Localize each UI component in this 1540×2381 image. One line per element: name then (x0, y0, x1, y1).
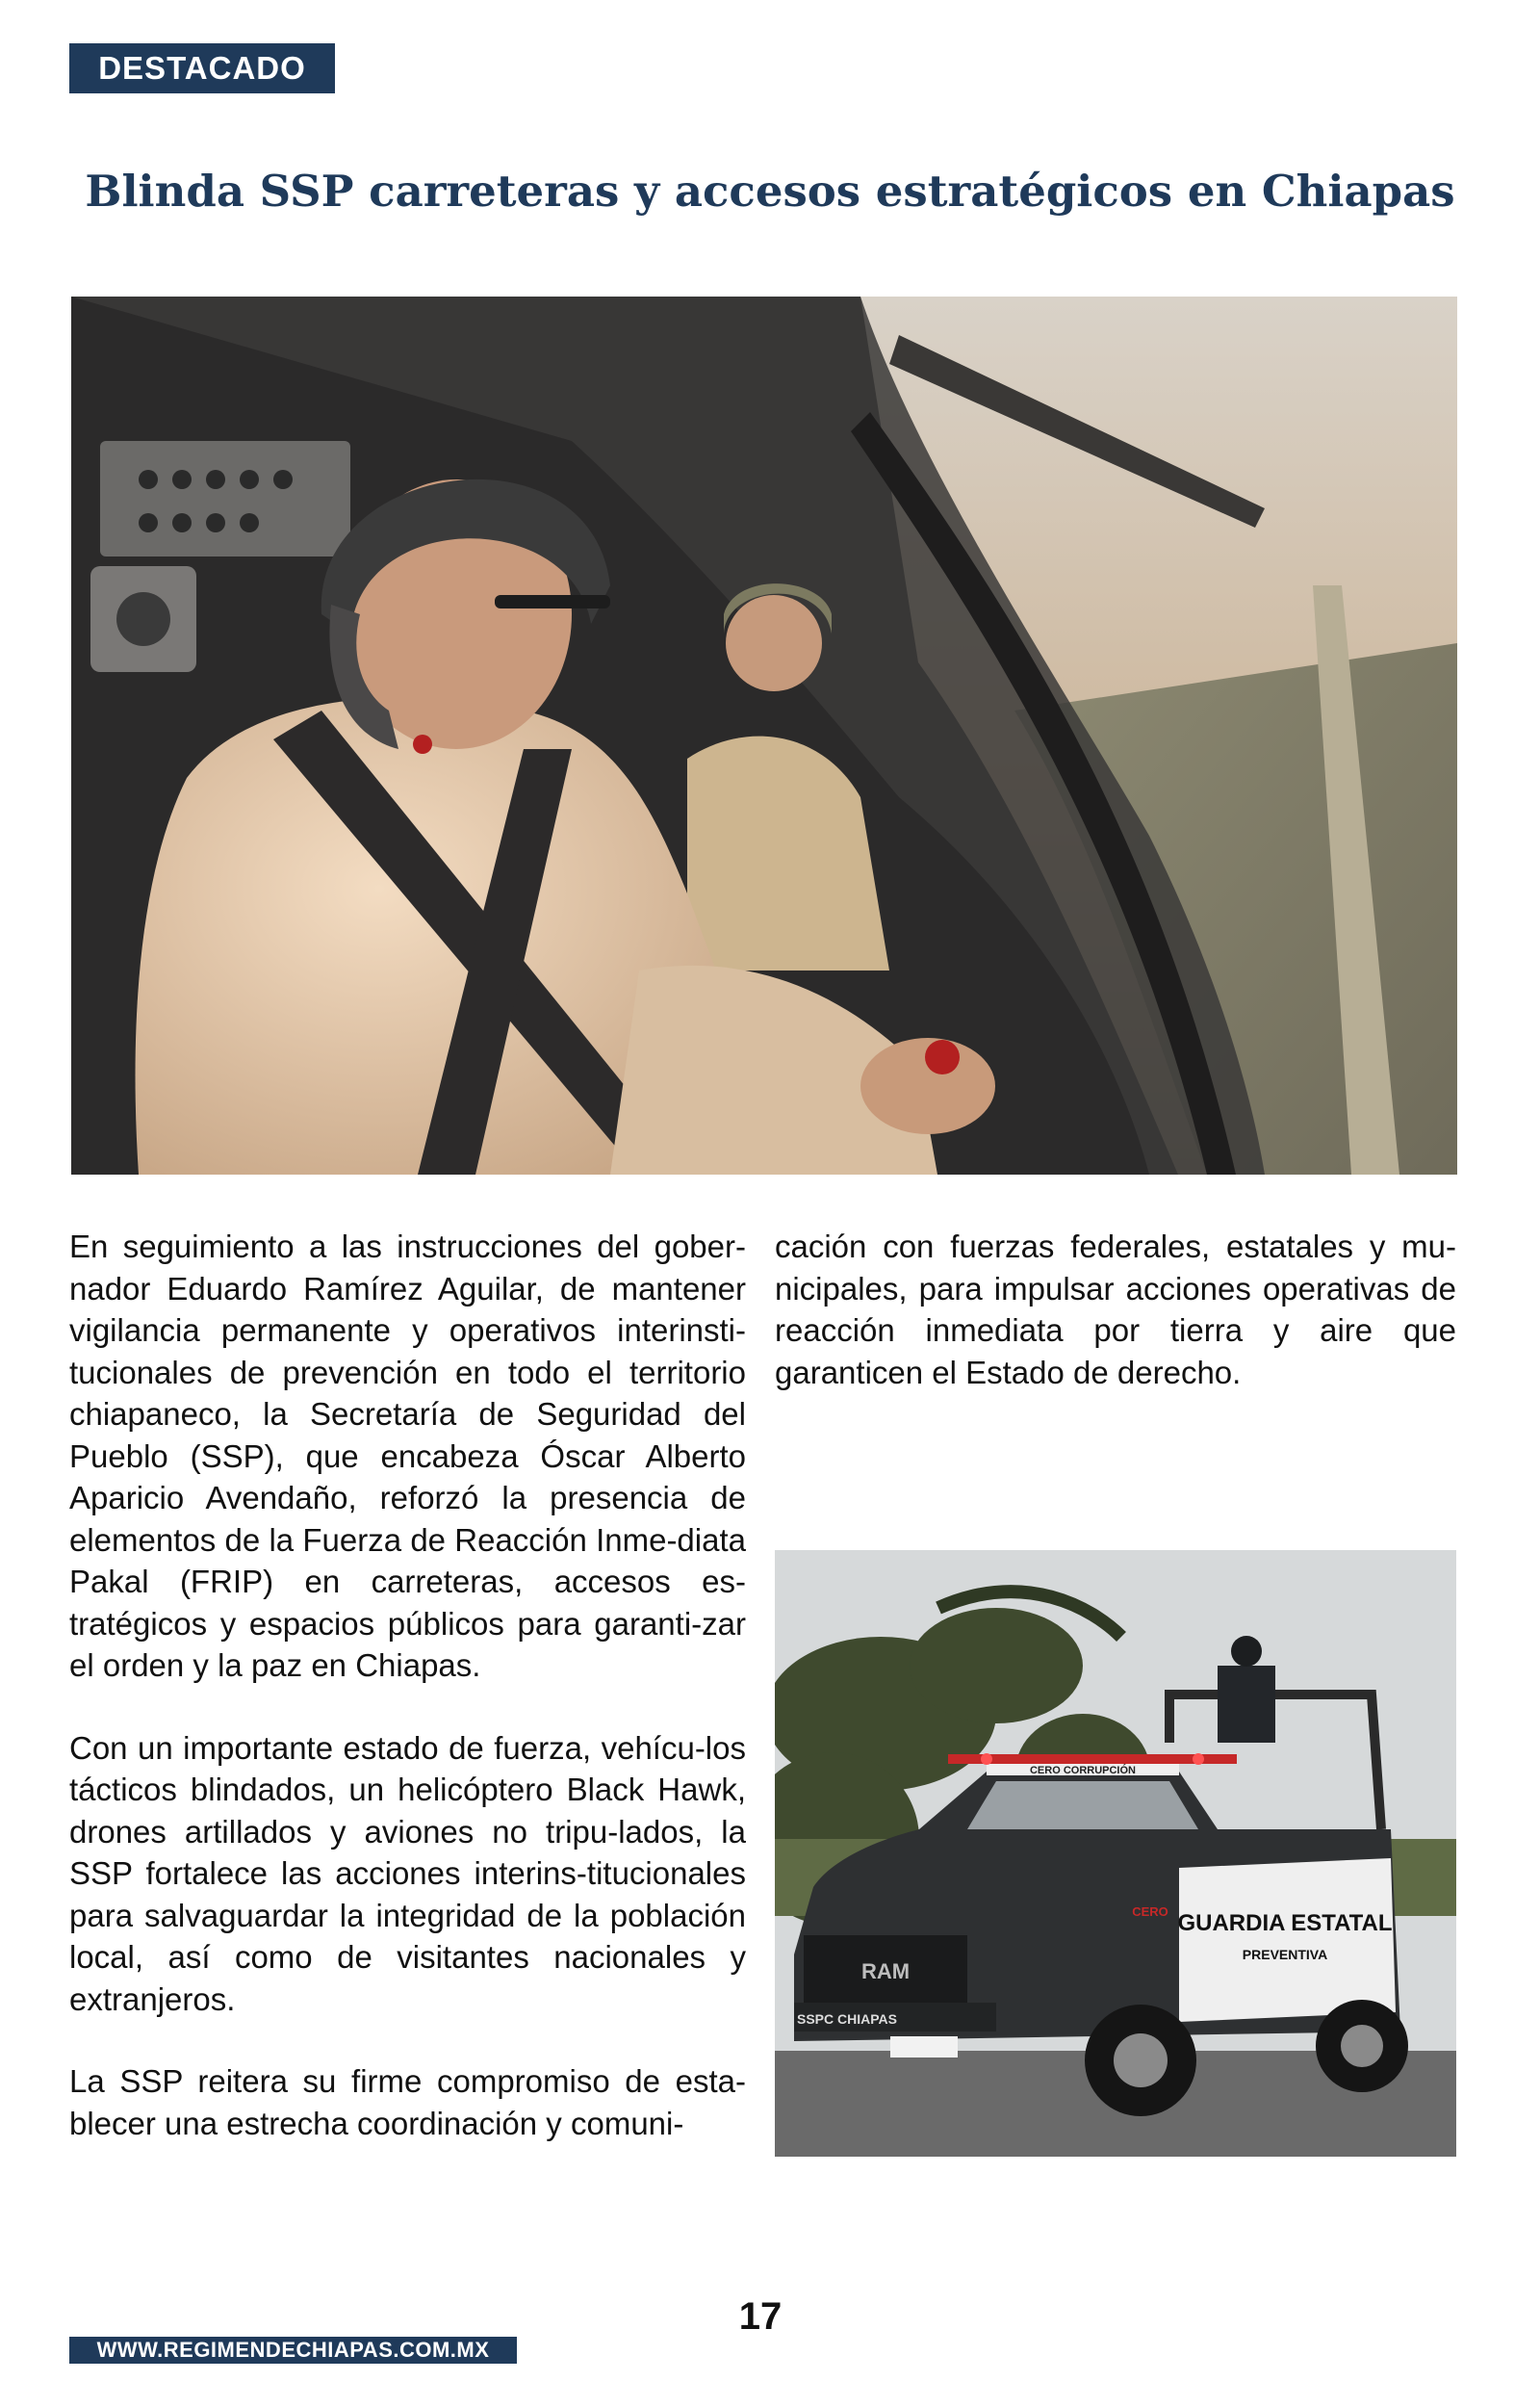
truck-logo-text: CERO (1132, 1904, 1168, 1919)
truck-bumper-text: SSPC CHIAPAS (797, 2011, 897, 2027)
article-paragraph: La SSP reitera su firme compromiso de esta-blecer una estrecha coordinación y comuni- (69, 2063, 746, 2141)
truck-roof-text: CERO CORRUPCIÓN (1029, 1765, 1137, 1776)
article-column-left (69, 1226, 746, 2185)
article-paragraph: cación con fuerzas federales, estatales y mu-nicipales, para impulsar acciones operativas de reacción inmediata por tierra y aire que garanticen el Estado de derecho. (775, 1229, 1456, 1390)
article-paragraph: En seguimiento a las instrucciones del gober-nador Eduardo Ramírez Aguilar, de mantener vigilancia permanente y operativos interinsti-tucionales de prevención en todo el territorio chiapaneco, la Secretaría de Seguridad del Pueblo (SSP), que encabeza Óscar Alberto Aparicio Avendaño, reforzó la presencia de elementos de la Fuerza de Reacción Inme-diata Pakal (FRIP) en carreteras, accesos es-tratégicos y espacios públicos para garanti-zar el orden y la paz en Chiapas. (69, 1229, 746, 1683)
truck-door-text: GUARDIA ESTATAL (1177, 1910, 1393, 1936)
website-footer[interactable]: WWW.REGIMENDECHIAPAS.COM.MX (69, 2337, 517, 2364)
article-paragraph: Con un importante estado de fuerza, vehícu-los tácticos blindados, un helicóptero Black Hawk, drones artillados y aviones no tripu-lados, la SSP fortalece las acciones interins-titucionales para salvaguardar la integridad de la población local, así como de visitantes nacionales y extranjeros. (69, 1729, 746, 2017)
truck-door-subtext: PREVENTIVA (1242, 1947, 1328, 1962)
page-number: 17 (738, 2295, 783, 2338)
section-tag: DESTACADO (69, 43, 335, 93)
article-column-right (775, 1226, 1456, 1434)
truck-grille-text: RAM (860, 1959, 911, 1983)
headline: Blinda SSP carreteras y accesos estratégicos en Chiapas (85, 166, 1455, 217)
patrol-truck-photo (775, 1550, 1456, 2157)
helicopter-cockpit-photo (71, 297, 1457, 1175)
